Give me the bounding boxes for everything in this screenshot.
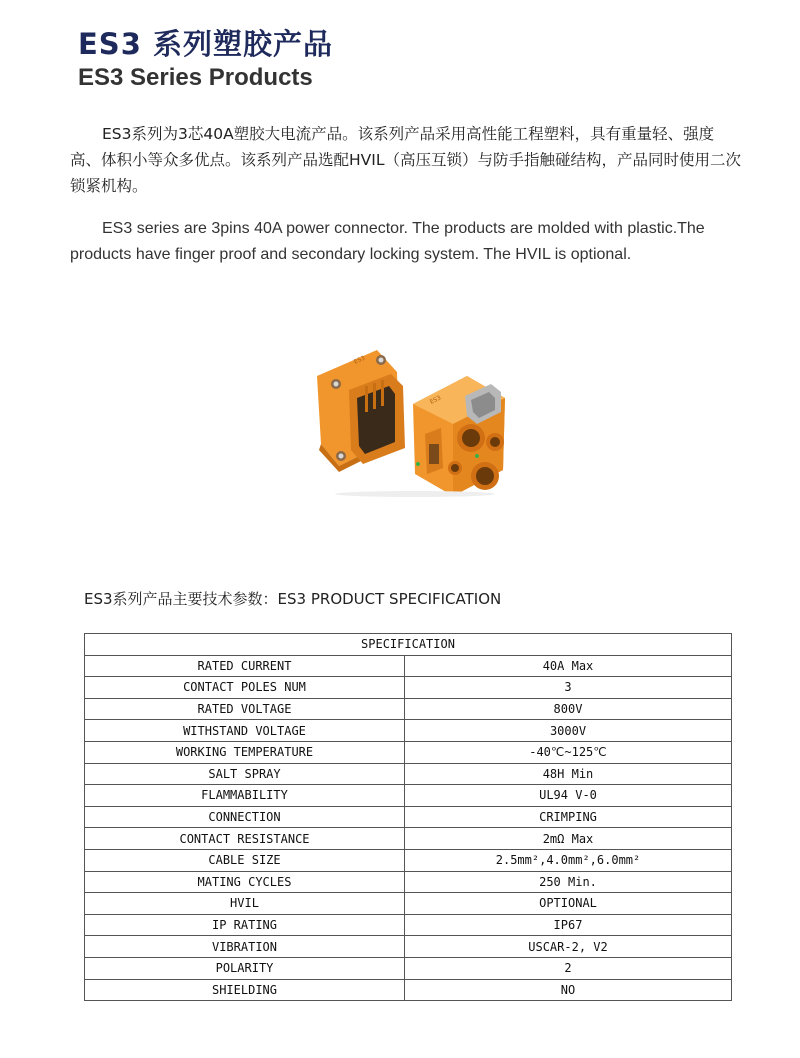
table-row bbox=[85, 763, 732, 785]
table-row bbox=[85, 785, 732, 807]
receptacle-connector bbox=[317, 350, 405, 472]
table-row bbox=[85, 957, 732, 979]
product-image bbox=[295, 338, 527, 498]
spec-value: 40A Max bbox=[405, 655, 732, 677]
table-row bbox=[85, 806, 732, 828]
table-row bbox=[85, 828, 732, 850]
spec-value: OPTIONAL bbox=[405, 893, 732, 915]
spec-value: UL94 V-0 bbox=[405, 785, 732, 807]
spec-label: FLAMMABILITY bbox=[85, 785, 405, 807]
spec-value: CRIMPING bbox=[405, 806, 732, 828]
receptacle-marking: ES3 bbox=[352, 354, 367, 366]
spec-label: VIBRATION bbox=[85, 936, 405, 958]
spec-label: RATED CURRENT bbox=[85, 655, 405, 677]
plug-connector bbox=[413, 376, 505, 496]
table-row bbox=[85, 914, 732, 936]
spec-label: SALT SPRAY bbox=[85, 763, 405, 785]
spec-label: CONTACT RESISTANCE bbox=[85, 828, 405, 850]
spec-value: 2.5mm²,4.0mm²,6.0mm² bbox=[405, 849, 732, 871]
table-row bbox=[85, 698, 732, 720]
spec-value: NO bbox=[405, 979, 732, 1001]
spec-value: USCAR-2, V2 bbox=[405, 936, 732, 958]
table-row bbox=[85, 849, 732, 871]
spec-label: POLARITY bbox=[85, 957, 405, 979]
page-subtitle: ES3 Series Products bbox=[78, 64, 313, 91]
table-row bbox=[85, 893, 732, 915]
spec-label: HVIL bbox=[85, 893, 405, 915]
table-row bbox=[85, 979, 732, 1001]
table-row bbox=[85, 655, 732, 677]
spec-value: 3000V bbox=[405, 720, 732, 742]
table-row bbox=[85, 741, 732, 763]
spec-label: RATED VOLTAGE bbox=[85, 698, 405, 720]
spec-table-title: SPECIFICATION bbox=[85, 634, 732, 656]
spec-table-header-row bbox=[85, 634, 732, 656]
spec-value: IP67 bbox=[405, 914, 732, 936]
table-row bbox=[85, 720, 732, 742]
spec-value: 2 bbox=[405, 957, 732, 979]
spec-label: IP RATING bbox=[85, 914, 405, 936]
table-row bbox=[85, 871, 732, 893]
spec-value: 250 Min. bbox=[405, 871, 732, 893]
spec-heading: ES3系列产品主要技术参数：ES3 PRODUCT SPECIFICATION bbox=[84, 590, 502, 608]
spec-value: 3 bbox=[405, 677, 732, 699]
table-row bbox=[85, 677, 732, 699]
spec-label: CONTACT POLES NUM bbox=[85, 677, 405, 699]
spec-value: -40℃~125℃ bbox=[405, 741, 732, 763]
spec-label: WITHSTAND VOLTAGE bbox=[85, 720, 405, 742]
spec-label: CABLE SIZE bbox=[85, 849, 405, 871]
plug-marking: ES3 bbox=[428, 394, 443, 406]
spec-table bbox=[84, 633, 732, 1001]
table-row bbox=[85, 936, 732, 958]
spec-label: SHIELDING bbox=[85, 979, 405, 1001]
spec-label: CONNECTION bbox=[85, 806, 405, 828]
intro-paragraph-cn: ES3系列为3芯40A塑胶大电流产品。该系列产品采用高性能工程塑料，具有重量轻、强度高、体积小等众多优点。该系列产品选配HVIL（高压互锁）与防手指触碰结构，产品同时使用二次锁紧机构。 bbox=[70, 125, 741, 195]
spec-value: 48H Min bbox=[405, 763, 732, 785]
spec-label: WORKING TEMPERATURE bbox=[85, 741, 405, 763]
spec-value: 800V bbox=[405, 698, 732, 720]
spec-value: 2mΩ Max bbox=[405, 828, 732, 850]
intro-paragraph-en: ES3 series are 3pins 40A power connector. The products are molded with plastic.The products have finger proof and secondary locking system. The HVIL is optional. bbox=[70, 220, 705, 263]
page-title: ES3 系列塑胶产品 bbox=[78, 27, 333, 61]
spec-label: MATING CYCLES bbox=[85, 871, 405, 893]
